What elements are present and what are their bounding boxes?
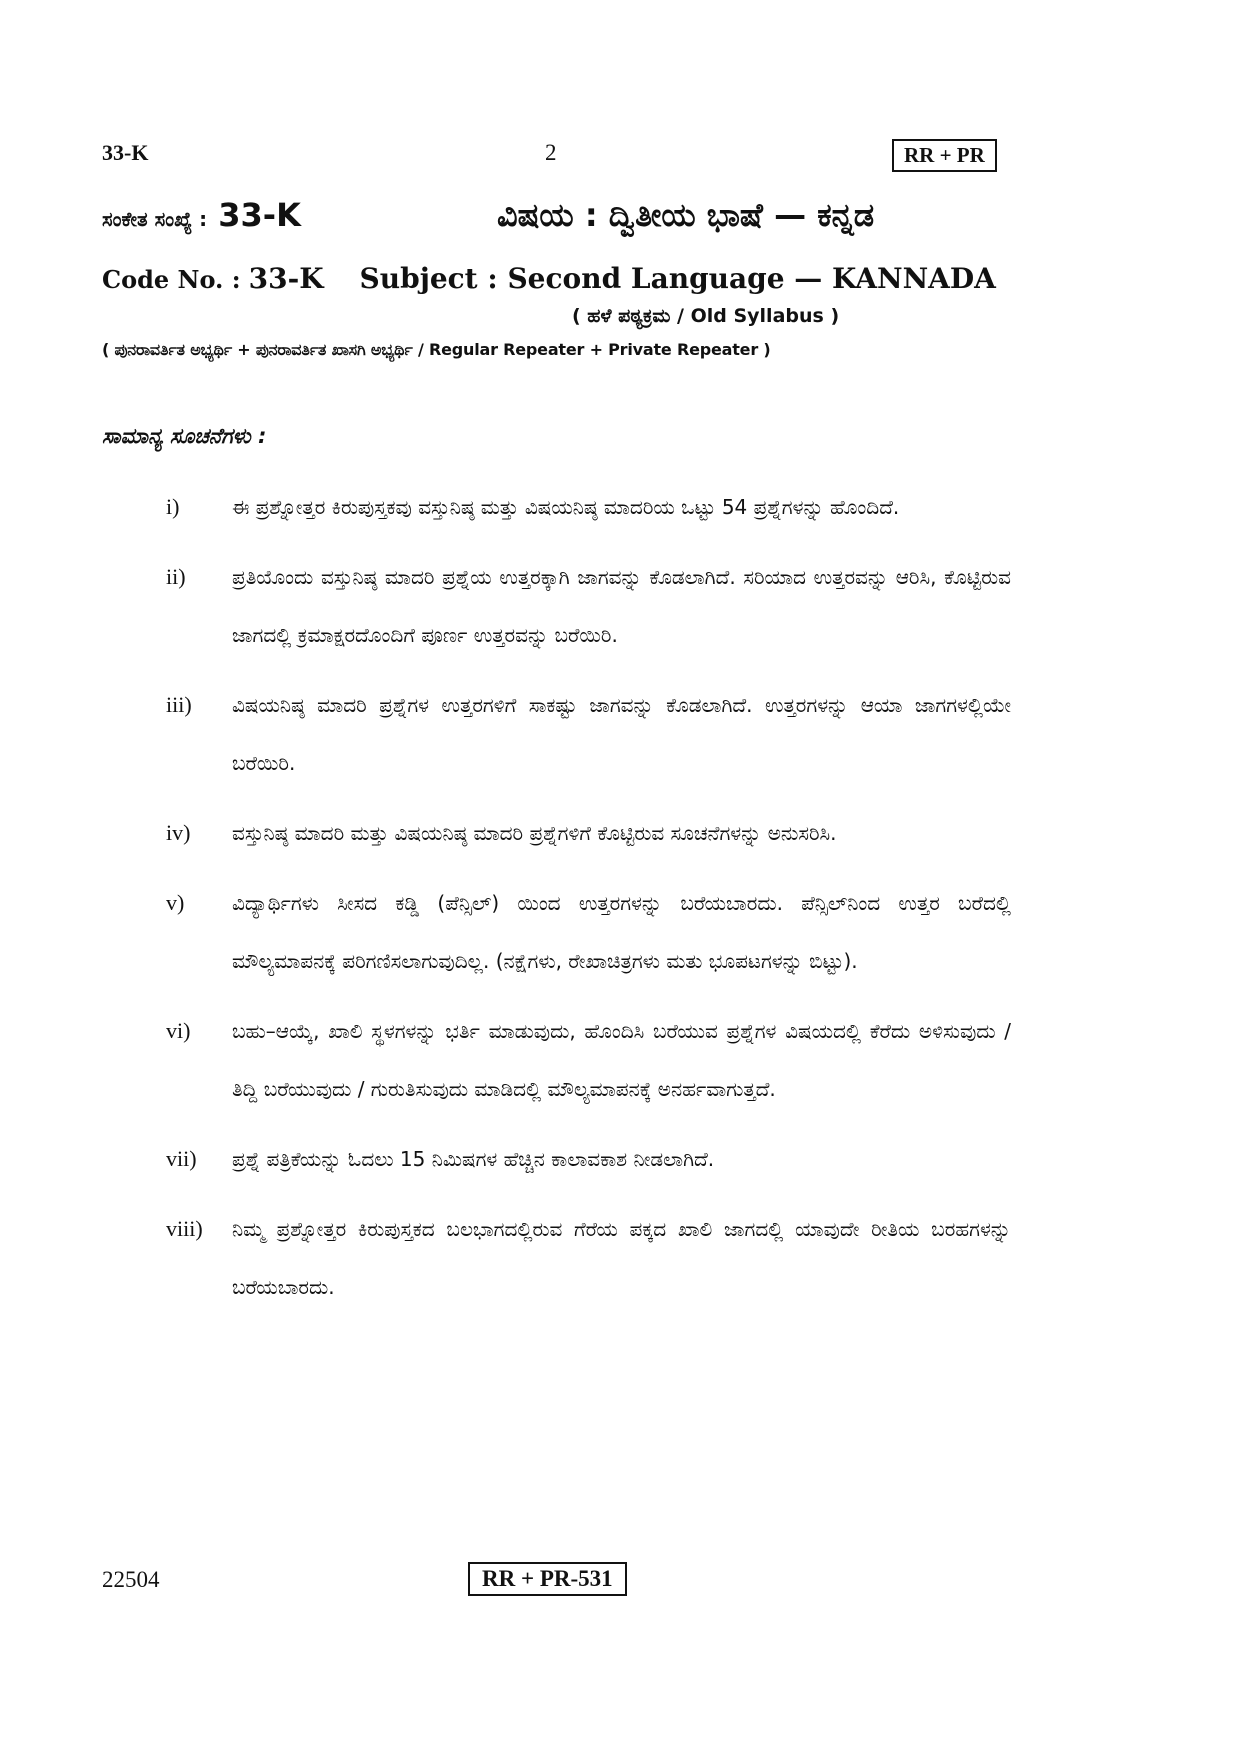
- instruction-text: ವಸ್ತುನಿಷ್ಠ ಮಾದರಿ ಮತ್ತು ವಿಷಯನಿಷ್ಠ ಮಾದರಿ ಪ್ರಶ್ನೆಗಳಿಗೆ ಕೊಟ್ಟಿರುವ ಸೂಚನೆಗಳನ್ನು ಅನುಸರಿಸಿ.: [232, 821, 837, 845]
- instruction-item: [166, 1130, 1011, 1188]
- instruction-text: ಈ ಪ್ರಶ್ನೋತ್ತರ ಕಿರುಪುಸ್ತಕವು ವಸ್ತುನಿಷ್ಠ ಮತ್ತು ವಿಷಯನಿಷ್ಠ ಮಾದರಿಯ ಒಟ್ಟು 54 ಪ್ರಶ್ನೆಗಳನ್ನು ಹೊಂದಿದೆ.: [232, 495, 900, 519]
- instruction-text: ವಿಷಯನಿಷ್ಠ ಮಾದರಿ ಪ್ರಶ್ನೆಗಳ ಉತ್ತರಗಳಿಗೆ ಸಾಕಷ್ಟು ಜಾಗವನ್ನು ಕೊಡಲಾಗಿದೆ. ಉತ್ತರಗಳನ್ನು ಆಯಾ ಜಾಗಗಳಲ್ಲಿಯೇ ಬರೆಯಿರಿ.: [232, 693, 1011, 775]
- page-number: 2: [545, 140, 557, 165]
- instruction-text: ಬಹು–ಆಯ್ಕೆ, ಖಾಲಿ ಸ್ಥಳಗಳನ್ನು ಭರ್ತಿ ಮಾಡುವುದು, ಹೊಂದಿಸಿ ಬರೆಯುವ ಪ್ರಶ್ನೆಗಳ ವಿಷಯದಲ್ಲಿ ಕೆರೆದು ಅಳಿಸುವುದು / ತಿದ್ದಿ ಬರೆಯುವುದು / ಗುರುತಿಸುವುದು ಮಾಡಿದಲ್ಲಿ ಮೌಲ್ಯಮಾಪನಕ್ಕೆ ಅನರ್ಹವಾಗುತ್ತದೆ.: [232, 1019, 1011, 1101]
- instructions-list: [166, 478, 1011, 1328]
- instruction-item: [166, 478, 1011, 536]
- instruction-item: [166, 676, 1011, 792]
- instruction-item: [166, 1200, 1011, 1316]
- instruction-number: iii): [166, 692, 192, 717]
- english-code-subject-line: [102, 262, 996, 295]
- kannada-code-line: [102, 196, 301, 234]
- instruction-item: [166, 1002, 1011, 1118]
- kannada-subject: ವಿಷಯ : ದ್ವಿತೀಯ ಭಾಷೆ — ಕನ್ನಡ: [497, 196, 875, 234]
- instruction-number: vii): [166, 1146, 197, 1171]
- instruction-text: ಪ್ರತಿಯೊಂದು ವಸ್ತುನಿಷ್ಠ ಮಾದರಿ ಪ್ರಶ್ನೆಯ ಉತ್ತರಕ್ಕಾಗಿ ಜಾಗವನ್ನು ಕೊಡಲಾಗಿದೆ. ಸರಿಯಾದ ಉತ್ತರವನ್ನು ಆರಿಸಿ, ಕೊಟ್ಟಿರುವ ಜಾಗದಲ್ಲಿ ಕ್ರಮಾಕ್ಷರದೊಂದಿಗೆ ಪೂರ್ಣ ಉತ್ತರವನ್ನು ಬರೆಯಿರಿ.: [232, 565, 1011, 647]
- kannada-code-value: 33-K: [218, 196, 301, 234]
- instruction-item: [166, 874, 1011, 990]
- instruction-text: ನಿಮ್ಮ ಪ್ರಶ್ನೋತ್ತರ ಕಿರುಪುಸ್ತಕದ ಬಲಭಾಗದಲ್ಲಿರುವ ಗೆರೆಯ ಪಕ್ಕದ ಖಾಲಿ ಜಾಗದಲ್ಲಿ ಯಾವುದೇ ರೀತಿಯ ಬರಹಗಳನ್ನು ಬರೆಯಬಾರದು.: [232, 1217, 1011, 1299]
- footer-category-box: RR + PR-531: [468, 1562, 627, 1596]
- instruction-number: i): [166, 494, 180, 519]
- instruction-text: ವಿದ್ಯಾರ್ಥಿಗಳು ಸೀಸದ ಕಡ್ಡಿ (ಪೆನ್ಸಿಲ್) ಯಿಂದ ಉತ್ತರಗಳನ್ನು ಬರೆಯಬಾರದು. ಪೆನ್ಸಿಲ್‌ನಿಂದ ಉತ್ತರ ಬರೆದಲ್ಲಿ ಮೌಲ್ಯಮಾಪನಕ್ಕೆ ಪರಿಗಣಿಸಲಾಗುವುದಿಲ್ಲ. (ನಕ್ಷೆಗಳು, ರೇಖಾಚಿತ್ರಗಳು ಮತು ಭೂಪಟಗಳನ್ನು ಬಿಟ್ಟು).: [232, 891, 1011, 973]
- english-code-value: 33-K: [248, 262, 324, 295]
- instruction-text: ಪ್ರಶ್ನೆ ಪತ್ರಿಕೆಯನ್ನು ಓದಲು 15 ನಿಮಿಷಗಳ ಹೆಚ್ಚಿನ ಕಾಲಾವಕಾಶ ನೀಡಲಾಗಿದೆ.: [232, 1147, 715, 1171]
- syllabus-note: ( ಹಳೆ ಪಠ್ಯಕ್ರಮ / Old Syllabus ): [572, 305, 840, 327]
- instruction-number: viii): [166, 1216, 203, 1241]
- english-subject: Subject : Second Language — KANNADA: [359, 262, 996, 295]
- instruction-number: ii): [166, 564, 186, 589]
- instruction-number: v): [166, 890, 185, 915]
- instruction-number: iv): [166, 820, 191, 845]
- instructions-heading: ಸಾಮಾನ್ಯ ಸೂಚನೆಗಳು :: [102, 424, 267, 448]
- instruction-item: [166, 548, 1011, 664]
- instruction-number: vi): [166, 1018, 191, 1043]
- footer-paper-number: 22504: [102, 1567, 160, 1592]
- exam-category-box: RR + PR: [892, 139, 997, 172]
- instruction-item: [166, 804, 1011, 862]
- candidate-type-note: ( ಪುನರಾವರ್ತಿತ ಅಭ್ಯರ್ಥಿ + ಪುನರಾವರ್ತಿತ ಖಾಸಗಿ ಅಭ್ಯರ್ಥಿ / Regular Repeater + Private Repeater ): [102, 340, 771, 359]
- english-code-label: Code No. :: [102, 265, 241, 294]
- kannada-code-label: ಸಂಕೇತ ಸಂಖ್ಯೆ :: [102, 207, 208, 231]
- page-code: 33-K: [102, 140, 149, 165]
